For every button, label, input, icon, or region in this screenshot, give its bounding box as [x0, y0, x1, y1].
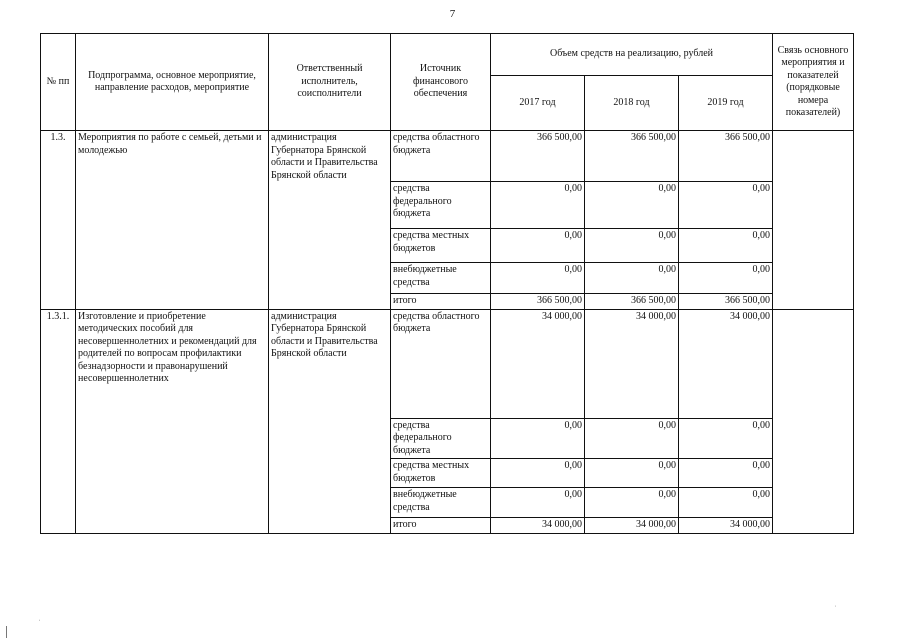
value-2017: 0,00: [491, 182, 585, 229]
value-2019: 0,00: [679, 263, 773, 294]
value-2017: 366 500,00: [491, 131, 585, 182]
value-2019: 0,00: [679, 488, 773, 518]
page-number: 7: [449, 8, 456, 20]
source-cell: средства местных бюджетов: [391, 459, 491, 488]
source-cell: средства федерального бюджета: [391, 182, 491, 229]
value-2018: 366 500,00: [585, 294, 679, 310]
value-2017: 0,00: [491, 418, 585, 459]
header-num: № пп: [41, 34, 76, 131]
value-2017: 0,00: [491, 229, 585, 263]
row-responsible: администрация Губернатора Брянской области и Правительства Брянской области: [269, 309, 391, 533]
value-2018: 34 000,00: [585, 309, 679, 418]
value-2019: 0,00: [679, 418, 773, 459]
value-2018: 34 000,00: [585, 518, 679, 534]
table-row: [41, 309, 854, 418]
header-volume: Объем средств на реализацию, рублей: [491, 34, 773, 76]
value-2017: 366 500,00: [491, 294, 585, 310]
link-cell: [773, 131, 854, 310]
value-2018: 0,00: [585, 263, 679, 294]
row-responsible: администрация Губернатора Брянской области и Правительства Брянской области: [269, 131, 391, 310]
table-row: [41, 131, 854, 182]
source-cell: итого: [391, 518, 491, 534]
header-year-2018: 2018 год: [585, 76, 679, 131]
value-2017: 0,00: [491, 459, 585, 488]
value-2018: 0,00: [585, 459, 679, 488]
value-2017: 0,00: [491, 263, 585, 294]
row-num: 1.3.1.: [41, 309, 76, 533]
value-2017: 34 000,00: [491, 309, 585, 418]
value-2019: 0,00: [679, 459, 773, 488]
header-responsible: Ответственный исполнитель, соисполнители: [269, 34, 391, 131]
value-2017: 34 000,00: [491, 518, 585, 534]
value-2019: 0,00: [679, 229, 773, 263]
value-2019: 34 000,00: [679, 518, 773, 534]
header-year-2019: 2019 год: [679, 76, 773, 131]
value-2019: 366 500,00: [679, 294, 773, 310]
scan-edge-mark: [6, 626, 7, 638]
value-2018: 0,00: [585, 182, 679, 229]
value-2017: 0,00: [491, 488, 585, 518]
scan-speck: ˙: [834, 604, 837, 613]
value-2018: 0,00: [585, 418, 679, 459]
header-year-2017: 2017 год: [491, 76, 585, 131]
source-cell: средства местных бюджетов: [391, 229, 491, 263]
source-cell: средства областного бюджета: [391, 131, 491, 182]
scan-speck: ˌ: [38, 612, 41, 621]
source-cell: внебюджетные средства: [391, 488, 491, 518]
row-num: 1.3.: [41, 131, 76, 310]
header-link: Связь основного мероприятия и показателей (порядковые номера показателей): [773, 34, 854, 131]
source-cell: итого: [391, 294, 491, 310]
value-2018: 0,00: [585, 229, 679, 263]
row-name: Изготовление и приобретение методических пособий для несовершеннолетних и рекомендаций для родителей по вопросам профилактики безнадзорности и правонарушений несовершеннолетних: [76, 309, 269, 533]
value-2019: 366 500,00: [679, 131, 773, 182]
source-cell: средства федерального бюджета: [391, 418, 491, 459]
value-2019: 0,00: [679, 182, 773, 229]
row-name: Мероприятия по работе с семьей, детьми и молодежью: [76, 131, 269, 310]
source-cell: средства областного бюджета: [391, 309, 491, 418]
value-2019: 34 000,00: [679, 309, 773, 418]
link-cell: [773, 309, 854, 533]
value-2018: 0,00: [585, 488, 679, 518]
header-source: Источник финансового обеспечения: [391, 34, 491, 131]
value-2018: 366 500,00: [585, 131, 679, 182]
budget-table: [40, 33, 854, 534]
source-cell: внебюджетные средства: [391, 263, 491, 294]
header-subprogram: Подпрограмма, основное мероприятие, направление расходов, мероприятие: [76, 34, 269, 131]
